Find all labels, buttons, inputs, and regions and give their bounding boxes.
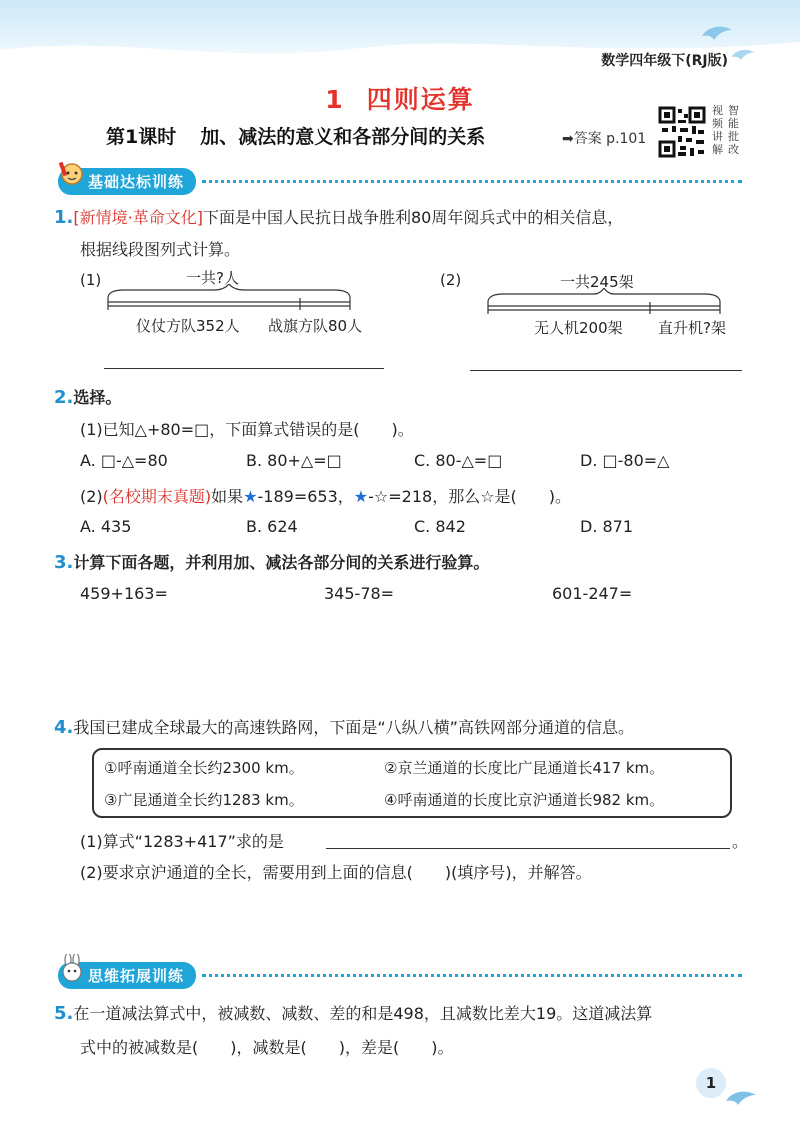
line-segment-diagram <box>104 284 354 314</box>
info-item: ①呼南通道全长约2300 km。 <box>104 759 304 777</box>
question-text: 选择。 <box>73 388 122 407</box>
question-part-end: 。 <box>732 832 749 851</box>
diagram-total-label: 一共245架 <box>560 273 634 291</box>
lesson-number: 第1课时 <box>106 126 177 148</box>
question-text: 我国已建成全球最大的高速铁路网，下面是“八纵八横”高铁网部分通道的信息。 <box>73 718 634 737</box>
question-text: 根据线段图列式计算。 <box>80 240 241 259</box>
question-number: 4. <box>54 717 74 738</box>
question-3 <box>54 550 489 573</box>
dolphin-icon <box>724 1086 758 1108</box>
answer-line[interactable] <box>326 848 730 849</box>
diagram-label: (2) <box>440 271 462 289</box>
question-2 <box>54 385 121 408</box>
expression: 345-78= <box>324 584 395 603</box>
qr-caption: 视 智 频 能 讲 批 解 改 <box>712 104 739 156</box>
lesson-name: 加、减法的意义和各部分间的关系 <box>200 126 486 148</box>
option-c[interactable]: C. 80-△=□ <box>414 451 503 470</box>
info-item: ④呼南通道的长度比京沪通道长982 km。 <box>384 791 665 809</box>
info-item: ②京兰通道的长度比广昆通道长417 km。 <box>384 759 665 777</box>
option-c[interactable]: C. 842 <box>414 517 466 536</box>
section-extend-banner <box>58 962 742 988</box>
divider <box>202 974 742 977</box>
chapter-name: 四则运算 <box>366 85 475 114</box>
info-item: ③广昆通道全长约1283 km。 <box>104 791 304 809</box>
chapter-number: 1 <box>325 85 345 114</box>
star-icon: ★ <box>243 487 258 506</box>
option-b[interactable]: B. 624 <box>246 517 298 536</box>
question-number: 3. <box>54 552 74 573</box>
option-b[interactable]: B. 80+△=□ <box>246 451 342 470</box>
pencil-mascot-icon <box>58 160 86 190</box>
arrow-right-icon: ➡ <box>562 131 574 147</box>
page-number: 1 <box>696 1068 726 1098</box>
option-d[interactable]: D. 871 <box>580 517 634 536</box>
rabbit-mascot-icon <box>58 954 86 984</box>
answer-reference: ➡答案 p.101 <box>562 131 647 147</box>
expression: 459+163= <box>80 584 168 603</box>
lesson-title <box>106 122 485 149</box>
answer-line[interactable] <box>104 368 384 369</box>
dolphin-icon <box>730 46 756 62</box>
option-a[interactable]: A. □-△=80 <box>80 451 168 470</box>
diagram-total-label: 一共?人 <box>186 269 239 287</box>
diagram-part-label: 无人机200架 <box>534 319 623 337</box>
qr-code-icon[interactable] <box>658 106 706 158</box>
diagram-part-label: 战旗方队80人 <box>268 317 363 335</box>
question-number: 2. <box>54 387 74 408</box>
question-text: 式中的被减数是( )，减数是( )，差是( )。 <box>80 1038 454 1057</box>
question-1 <box>54 205 623 228</box>
expression: 601-247= <box>552 584 633 603</box>
question-tag: (名校期末真题) <box>102 487 212 506</box>
section-basic-banner <box>58 168 742 194</box>
book-label: 数学四年级下(RJ版) <box>601 53 728 69</box>
question-text: 下面是中国人民抗日战争胜利80周年阅兵式中的相关信息， <box>202 208 624 227</box>
question-part: (2)要求京沪通道的全长，需要用到上面的信息( )(填序号)，并解答。 <box>80 863 592 882</box>
question-5 <box>54 1001 652 1024</box>
question-text: 在一道减法算式中，被减数、减数、差的和是498，且减数比差大19。这道减法算 <box>73 1004 653 1023</box>
section-basic-title: 基础达标训练 <box>58 168 196 195</box>
option-d[interactable]: D. □-80=△ <box>580 451 670 470</box>
divider <box>202 180 742 183</box>
question-4 <box>54 715 634 738</box>
question-part: (1)算式“1283+417”求的是 <box>80 832 284 851</box>
diagram-part-label: 直升机?架 <box>658 319 726 337</box>
diagram-label: (1) <box>80 271 102 289</box>
question-number: 1. <box>54 207 74 228</box>
section-extend-title: 思维拓展训练 <box>58 962 196 989</box>
option-a[interactable]: A. 435 <box>80 517 132 536</box>
answer-line[interactable] <box>470 370 742 371</box>
question-part: (1)已知△+80=□，下面算式错误的是( )。 <box>80 420 414 439</box>
diagram-part-label: 仪仗方队352人 <box>136 317 240 335</box>
dolphin-icon <box>700 22 734 42</box>
question-part: (2)(名校期末真题)如果★-189=653，★-☆=218，那么☆是( )。 <box>80 487 572 506</box>
line-segment-diagram <box>484 288 724 318</box>
question-number: 5. <box>54 1003 74 1024</box>
question-tag: [新情境·革命文化] <box>73 208 203 227</box>
question-text: 计算下面各题，并利用加、减法各部分间的关系进行验算。 <box>73 553 490 572</box>
star-icon: ★ <box>353 487 369 506</box>
